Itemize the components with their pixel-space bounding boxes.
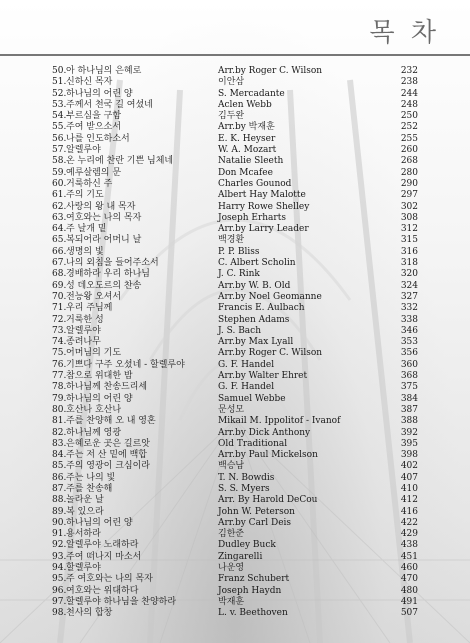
entry-title: 주를 찬양해 오 내 영혼 [66,416,156,427]
entry-composer: Aclen Webb [218,99,272,110]
toc-entry[interactable] [0,269,470,280]
entry-title: 주께서 천국 길 여셨네 [66,99,153,110]
toc-entry[interactable] [0,450,470,461]
entry-page: 308 [400,212,418,223]
entry-title: 거룩하신 주 [66,178,113,189]
entry-number: 60. [52,178,67,189]
entry-composer: Don Mcafee [218,167,273,178]
entry-number: 69. [52,280,67,291]
entry-composer: J. S. Bach [218,325,262,336]
entry-title: 할렐루야 하나님을 찬양하라 [66,596,177,607]
entry-page: 315 [400,235,418,246]
entry-composer: Natalie Sleeth [218,156,284,167]
entry-title: 주는 저 산 밑에 백합 [66,450,147,461]
entry-composer: 김한준 [218,529,245,540]
entry-page: 255 [400,133,418,144]
entry-number: 71. [52,303,67,314]
entry-composer: E. K. Heyser [218,133,276,144]
entry-title: 온 누리에 찬란 기쁜 님체네 [66,156,174,167]
entry-composer: Francis E. Aulbach [218,303,305,314]
entry-composer: 백경환 [218,235,245,246]
toc-entry[interactable] [0,461,470,472]
entry-page: 451 [400,551,418,562]
entry-composer: 이안삼 [218,77,245,88]
toc-entry[interactable] [0,213,470,224]
entry-composer: Arr.by W. B. Old [218,280,291,291]
entry-page: 384 [400,393,418,404]
entry-page: 232 [400,66,418,76]
toc-entry[interactable] [0,439,470,450]
entry-composer: Mikail M. Ippolitof - Ivanof [218,416,341,427]
entry-title: 주여 떠나지 마소서 [66,551,142,562]
toc-entry[interactable] [0,292,470,303]
entry-page: 375 [400,382,418,393]
toc-entry[interactable] [0,190,470,201]
toc-entry[interactable] [0,156,470,167]
entry-page: 248 [400,99,418,110]
entry-composer: L. v. Beethoven [218,608,288,619]
toc-entry[interactable] [0,77,470,88]
entry-composer: Arr.by 박재훈 [218,122,275,133]
entry-title: 성 데오도르의 찬송 [66,280,142,291]
toc-entry[interactable] [0,134,470,145]
page-title: 목 차 [369,18,440,48]
entry-page: 507 [400,608,418,619]
entry-composer: Arr.by Dick Anthony [218,427,311,438]
entry-title: 천사의 합창 [66,608,113,619]
entry-number: 59. [52,167,67,178]
entry-title: 주를 찬송해 [66,483,113,494]
entry-page: 260 [400,145,418,156]
entry-title: 거룩한 성 [66,314,104,325]
toc-entry[interactable] [0,89,470,100]
toc-entry[interactable] [0,202,470,213]
entry-page: 410 [400,483,418,494]
entry-page: 491 [400,596,418,607]
toc-entry[interactable] [0,574,470,585]
entry-composer: Arr.by Roger C. Wilson [218,348,323,359]
entry-composer: P. P. Bliss [218,246,260,257]
entry-title: 용서하라 [66,529,101,540]
entry-composer: Arr.by Noel Geomanne [218,291,322,302]
entry-title: 하나님의 어린 양 [66,517,133,528]
entry-composer: Arr.by Roger C. Wilson [218,66,323,76]
entry-title: 부르심을 구함 [66,111,122,122]
entry-number: 64. [52,224,67,235]
entry-number: 53. [52,99,67,110]
entry-composer: W. A. Mozart [218,145,277,156]
entry-composer: Old Traditional [218,438,288,449]
toc-entry[interactable] [0,326,470,337]
toc-entry[interactable] [0,66,470,77]
entry-composer: 박재훈 [218,596,245,607]
toc-entry[interactable] [0,382,470,393]
entry-title: 아 하나님의 은혜로 [66,66,142,76]
entry-number: 66. [52,246,67,257]
entry-composer: Arr.by Carl Deis [218,517,292,528]
entry-composer: Stephen Adams [218,314,290,325]
entry-title: 은혜로운 곳은 길르앗 [66,438,150,449]
entry-page: 324 [400,280,418,291]
toc-entry[interactable] [0,315,470,326]
entry-number: 51. [52,77,67,88]
entry-number: 70. [52,291,67,302]
toc-entry[interactable] [0,303,470,314]
entry-page: 320 [400,269,418,280]
entry-number: 77. [52,371,67,382]
entry-composer: Arr.by Paul Mickelson [218,450,318,461]
entry-number: 72. [52,314,67,325]
entry-page: 356 [400,348,418,359]
entry-page: 346 [400,325,418,336]
entry-number: 68. [52,269,67,280]
entry-page: 360 [400,359,418,370]
entry-composer: Zingarelli [218,551,263,562]
entry-page: 416 [400,506,418,517]
entry-number: 63. [52,212,67,223]
entry-composer: 나운영 [218,563,245,574]
entry-number: 89. [52,506,67,517]
toc-entry[interactable] [0,518,470,529]
entry-page: 387 [400,404,418,415]
entry-number: 86. [52,472,67,483]
entry-title: 어머님의 기도 [66,348,122,359]
entry-page: 268 [400,156,418,167]
entry-number: 81. [52,416,67,427]
entry-number: 82. [52,427,67,438]
toc-entry[interactable] [0,371,470,382]
entry-number: 75. [52,348,67,359]
entry-page: 312 [400,224,418,235]
toc-list [0,66,470,620]
toc-entry[interactable] [0,405,470,416]
entry-title: 주의 기도 [66,190,104,201]
entry-number: 55. [52,122,67,133]
entry-number: 78. [52,382,67,393]
entry-title: 경배하라 우리 하나님 [66,269,150,280]
entry-page: 332 [400,303,418,314]
title-divider [0,54,470,56]
entry-number: 97. [52,596,67,607]
entry-number: 76. [52,359,67,370]
entry-composer: Harry Rowe Shelley [218,201,310,212]
entry-composer: G. F. Handel [218,359,275,370]
entry-page: 480 [400,585,418,596]
entry-title: 놀라운 날 [66,495,104,506]
entry-title: 나의 외침을 들어주소서 [66,258,159,269]
entry-page: 392 [400,427,418,438]
entry-composer: Dudley Buck [218,540,276,551]
entry-number: 90. [52,517,67,528]
entry-number: 88. [52,495,67,506]
toc-entry[interactable] [0,495,470,506]
entry-page: 327 [400,291,418,302]
entry-title: 하나님의 어린 양 [66,88,133,99]
entry-title: 여호와는 위대하다 [66,585,139,596]
toc-entry[interactable] [0,111,470,122]
entry-composer: S. Mercadante [218,88,285,99]
toc-entry[interactable] [0,100,470,111]
entry-page: 470 [400,574,418,585]
toc-entry[interactable] [0,529,470,540]
entry-number: 58. [52,156,67,167]
entry-number: 73. [52,325,67,336]
toc-entry[interactable] [0,168,470,179]
toc-entry[interactable] [0,224,470,235]
entry-page: 429 [400,529,418,540]
entry-number: 74. [52,337,67,348]
entry-title: 종려나무 [66,337,101,348]
entry-composer: Arr.by Walter Ehret [218,371,308,382]
entry-number: 61. [52,190,67,201]
entry-title: 할렐루야 [66,563,101,574]
toc-entry[interactable] [0,608,470,619]
toc-entry[interactable] [0,281,470,292]
entry-page: 407 [400,472,418,483]
entry-title: 주의 영광이 크심이라 [66,461,150,472]
entry-number: 95. [52,574,67,585]
toc-entry[interactable] [0,394,470,405]
entry-page: 398 [400,450,418,461]
entry-page: 252 [400,122,418,133]
entry-page: 402 [400,461,418,472]
entry-title: 주 날개 밑 [66,224,107,235]
toc-entry[interactable] [0,416,470,427]
toc-entry[interactable] [0,122,470,133]
entry-number: 57. [52,145,67,156]
entry-composer: John W. Peterson [218,506,295,517]
toc-entry[interactable] [0,337,470,348]
entry-title: 하나님께 영광 [66,427,122,438]
entry-number: 79. [52,393,67,404]
entry-composer: Albert Hay Malotte [218,190,306,201]
toc-entry[interactable] [0,552,470,563]
toc-entry[interactable] [0,597,470,608]
entry-number: 91. [52,529,67,540]
entry-number: 52. [52,88,67,99]
toc-entry[interactable] [0,247,470,258]
toc-entry[interactable] [0,484,470,495]
entry-number: 85. [52,461,67,472]
entry-title: 신하신 목자 [66,77,113,88]
entry-title: 하나님의 어린 양 [66,393,133,404]
entry-number: 94. [52,563,67,574]
toc-entry[interactable] [0,586,470,597]
entry-number: 54. [52,111,67,122]
entry-number: 87. [52,483,67,494]
entry-title: 예루살렘의 문 [66,167,122,178]
entry-number: 65. [52,235,67,246]
entry-title: 하나님께 찬송드리세 [66,382,148,393]
entry-title: 주는 나의 빛 [66,472,116,483]
toc-entry[interactable] [0,507,470,518]
entry-title: 우리 주님께 [66,303,113,314]
entry-composer: Joseph Erharts [218,212,286,223]
entry-title: 주여 받으소서 [66,122,122,133]
entry-page: 353 [400,337,418,348]
entry-page: 302 [400,201,418,212]
entry-title: 알렐루야 [66,145,101,156]
toc-entry[interactable] [0,179,470,190]
entry-composer: 김두완 [218,111,245,122]
toc-entry[interactable] [0,473,470,484]
entry-number: 83. [52,438,67,449]
entry-page: 388 [400,416,418,427]
entry-composer: Arr. By Harold DeCou [218,495,318,506]
entry-number: 62. [52,201,67,212]
entry-page: 280 [400,167,418,178]
entry-composer: Franz Schubert [218,574,290,585]
entry-title: 사랑의 왕 내 목자 [66,201,136,212]
entry-page: 368 [400,371,418,382]
entry-number: 84. [52,450,67,461]
entry-number: 93. [52,551,67,562]
toc-entry[interactable] [0,145,470,156]
entry-page: 316 [400,246,418,257]
entry-composer: S. S. Myers [218,483,270,494]
entry-title: 여호와는 나의 목자 [66,212,142,223]
toc-entry[interactable] [0,348,470,359]
entry-page: 250 [400,111,418,122]
entry-composer: Charles Gounod [218,178,292,189]
entry-title: 참으로 위대한 밤 [66,371,133,382]
entry-title: 생명의 빛 [66,246,104,257]
entry-number: 98. [52,608,67,619]
entry-composer: 문성모 [218,404,245,415]
entry-composer: Samuel Webbe [218,393,286,404]
entry-title: 알렐루야 [66,325,101,336]
entry-number: 96. [52,585,67,596]
entry-number: 92. [52,540,67,551]
entry-page: 290 [400,178,418,189]
toc-entry[interactable] [0,235,470,246]
entry-page: 395 [400,438,418,449]
entry-page: 238 [400,77,418,88]
entry-title: 주 여호와는 나의 목자 [66,574,153,585]
entry-title: 전능왕 오셔서 [66,291,122,302]
entry-number: 67. [52,258,67,269]
entry-title: 복되어라 어머니 날 [66,235,142,246]
entry-page: 438 [400,540,418,551]
entry-composer: Joseph Haydn [218,585,282,596]
entry-composer: Arr.by Larry Leader [218,224,309,235]
entry-number: 80. [52,404,67,415]
toc-entry[interactable] [0,360,470,371]
entry-number: 50. [52,66,67,76]
toc-entry[interactable] [0,540,470,551]
entry-page: 412 [400,495,418,506]
entry-composer: Arr.by Max Lyall [218,337,294,348]
entry-page: 422 [400,517,418,528]
entry-page: 460 [400,563,418,574]
entry-page: 338 [400,314,418,325]
entry-composer: 백승남 [218,461,245,472]
entry-title: 복 있으라 [66,506,104,517]
entry-composer: T. N. Bowdis [218,472,275,483]
entry-page: 244 [400,88,418,99]
entry-title: 알렐루야 노래하라 [66,540,139,551]
entry-page: 318 [400,258,418,269]
entry-composer: G. F. Handel [218,382,275,393]
entry-number: 56. [52,133,67,144]
toc-entry[interactable] [0,428,470,439]
entry-composer: C. Albert Scholin [218,258,296,269]
entry-page: 297 [400,190,418,201]
entry-title: 호산나 호산나 [66,404,122,415]
entry-title: 기쁘다 구주 오셨네 - 할렐루야 [66,359,185,370]
toc-entry[interactable] [0,563,470,574]
toc-entry[interactable] [0,258,470,269]
entry-title: 나를 인도하소서 [66,133,130,144]
entry-composer: J. C. Rink [218,269,260,280]
